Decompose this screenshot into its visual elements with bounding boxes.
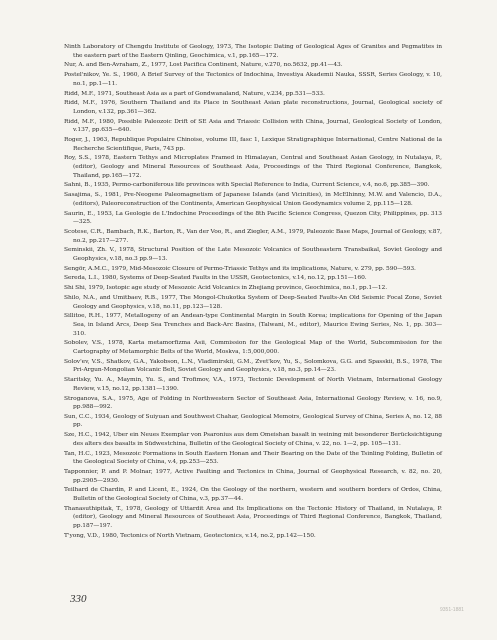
reference-entry: Roy, S.S., 1978, Eastern Tethys and Microplates Framed in Himalayan, Central and Southeast Asian Geology, in Nutalaya, P., (editor), Geology and Mineral Resources of Southeast Asia, Proceedings of the Third Regional Conference, Bangkok, Thailand, pp.165—172. bbox=[64, 155, 442, 179]
reference-entry: T'yong, V.D., 1980, Tectonics of North Vietnam, Geotectonics, v.14, no.2, pp.142—150. bbox=[64, 532, 316, 539]
reference-entry: Shi Shi, 1979, Isotopic age study of Mesozoic Acid Volcanics in Zhejiang province, Geochimica, no.1, pp.1—12. bbox=[64, 285, 388, 292]
reference-list bbox=[64, 43, 442, 542]
reference-entry: Seminskii, Zh. V., 1978, Structural Position of the Late Mesozoic Volcanics of Southeastern Transbaikal, Soviet Geology and Geophysics, v.18, no.3 pp.9—13. bbox=[64, 247, 442, 262]
reference-entry: Seredа, L.I., 1980, Systems of Deep-Seated Faults in the USSR, Geotectonics, v.14, no.12, pp.151—160. bbox=[64, 275, 367, 282]
reference-entry: Tapponnier, P. and P. Molnar, 1977, Active Faulting and Tectonics in China, Journal of Geophysical Research, v. 82, no. 20, pp.2905—2930. bbox=[64, 469, 442, 484]
reference-entry: Sengör, A.M.C., 1979, Mid-Mesozoic Closure of Permo-Triassic Tethys and its implications, Nature, v. 279, pp. 590—593. bbox=[64, 265, 416, 272]
reference-entry: Saurin, E., 1953, La Geologie de L'Indochine Proceedings of the 8th Pacific Science Congress, Quezon City, Philippines, pp. 313—325. bbox=[64, 210, 442, 226]
reference-entry: Sasajima, S., 1981, Pre-Neogene Paleomagnetism of Japanese Islands (and Vicinities), in McElhinny, M.W. and Valencio, D.A., (editors), Paleoreconstruction of the Continents, American Geophysical Union Geodynamics volume 2, pp.115—128. bbox=[64, 192, 442, 207]
reference-entry: Ninth Laboratory of Chengdu Institute of Geology, 1973, The Isotopic Dating of Geological Ages of Granites and Pegmatites in the eastern part of the Eastern Qinling, Geochimica, v.1, pp.165—172. bbox=[64, 44, 442, 59]
reference-entry: Postel'nikov, Ye. S., 1960, A Brief Survey of the Tectonics of Indochina, Investiya Akademii Nauka, SSSR, Series Geology, v. 10, no.1, pp.1—11. bbox=[64, 72, 442, 87]
reference-entry: Sobolev, V.S., 1978, Karta metamorfizma Asii, Commission for the Geological Map of the World, Subcommission for the Cartography of Metamorphic Belts of the World, Moskva, 1:5,000,000. bbox=[64, 340, 442, 355]
reference-entry: Teilhard de Chardin, P. and Licent, E., 1924, On the Geology of the northern, western and southern borders of Ordos, China, Bulletin of the Geological Society of China, v.3, pp.37—44. bbox=[64, 487, 442, 502]
reference-entry: Ridd, M.F., 1980, Possible Paleozoic Drift of SE Asia and Triassic Collision with China, Journal, Geological Society of London, v.137, pp.635—640. bbox=[64, 118, 442, 134]
reference-entry: Solov'ev, V.S., Shatkov, G.A., Yakobson, L.N., Vladimirskii, G.M., Zvet'kov, Yu, S., Solomkova, G.G. and Spasskii, B.S., 1978, The Pri-Argun-Mongolian Volcanic Belt, Soviet Geology and Geophysics, v.18, no.3, pp.14—23. bbox=[64, 358, 442, 374]
reference-entry: Roger, J., 1963, Republique Populaire Chinoise, volume III, fasc 1, Lexique Stratigraphique International, Centre National de la Recherche Scientifique, Paris, 743 pp. bbox=[64, 137, 442, 152]
page-number: 330 bbox=[70, 593, 87, 605]
reference-entry: Thanasuthipitak, T., 1978, Geology of Uttardit Area and Its Implications on the Tectonic History of Thailand, in Nutalaya, P. (editor), Geology and Mineral Resources of Southeast Asia, Proceedings of Third Regional Conference, Bangkok, Thailand, pp.187—197. bbox=[64, 505, 442, 529]
reference-entry: Ridd, M.F., 1971, Southeast Asia as a part of Gondwanaland, Nature, v.234, pp.531—533. bbox=[64, 90, 325, 97]
reference-entry: Sillitoe, R.H., 1977, Metallogeny of an Andean-type Continental Margin in South Korea; implications for Opening of the Japan Sea, in Island Arcs, Deep Sea Trenches and Back-Arc Basins, (Talwani, M., editor), Maurice Ewing Series, No. 1, pp. 303—310. bbox=[64, 313, 442, 337]
reference-entry: Tan, H.C., 1923, Mesozoic Formations in South Eastern Honan and Their Bearing on the Date of the Tsinling Folding, Bulletin of the Geological Society of China, v.4, pp.253—253. bbox=[64, 450, 442, 466]
reference-entry: Scotese, C.R., Bambach, R.K., Barton, R., Van der Voo, R., and Ziegler, A.M., 1979, Paleozoic Base Maps, Journal of Geology, v.87, no.2, pp.217—277. bbox=[64, 228, 442, 244]
reference-entry: Sun, C.C., 1934, Geology of Suiyuan and Southwest Chahar, Geological Memoirs, Geological Survey of China, Series A, no. 12, 88 pp. bbox=[64, 413, 442, 429]
reference-entry: Nur, A. and Ben-Avraham, Z., 1977, Lost Pacifica Continent, Nature, v.270, no.5632, pp.41—43. bbox=[64, 62, 343, 69]
reference-entry: Staritsky, Yu. A., Maymin, Yu. S., and Trofimov, V.A., 1973, Tectonic Development of North Vietnam, International Geology Review, v.15, no.12, pp.1381—1390. bbox=[64, 377, 442, 392]
reference-entry: Ridd, M.F., 1976, Southern Thailand and its Place in Southeast Asian plate reconstructions, Journal, Geological society of London, v.132, pp.361—362. bbox=[64, 100, 442, 115]
reference-entry: Sahni, B., 1935, Permo-carboniferous life provinces with Special Reference to India, Current Science, v.4, no.6, pp.385—390. bbox=[64, 182, 430, 189]
reference-entry: Sze, H.C., 1942, Uber ein Neues Exemplar von Psaronius aus dem Omeishan basalt in weining mit besonderer Berücksichtigung des alters des basalts in Südwestchina, Bulletin of the Geological Society of China, v. 22, no. 1—2, pp. 105—131. bbox=[64, 432, 442, 447]
reference-entry: Shilo, N.A., and Umitbaev, R.B., 1977, The Mongol-Chukotka System of Deep-Seated Faults-An Old Seismic Focal Zone, Soviet Geology and Geophysics, v.18, no.11, pp.123—128. bbox=[64, 295, 442, 310]
bleed-through-text: 9351-1881 bbox=[440, 607, 464, 613]
reference-entry: Stroganova, S.A., 1975, Age of Folding in Northwestern Sector of Southeast Asia, International Geology Review, v. 16, no.9, pp.988—992. bbox=[64, 395, 442, 411]
